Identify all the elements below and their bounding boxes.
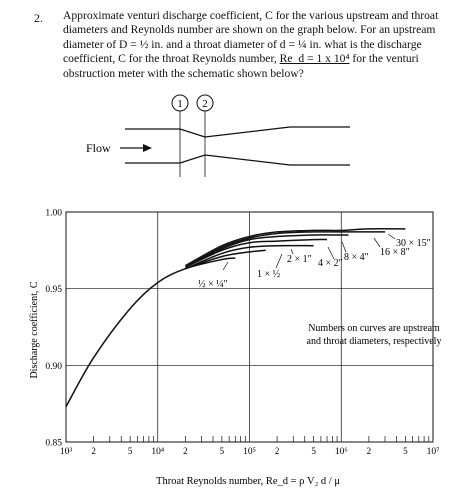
curve-label-leader (388, 234, 395, 239)
x-major-tick-label: 10⁵ (243, 447, 256, 457)
flow-arrow-head (143, 144, 152, 152)
y-tick-label: 0.95 (45, 285, 62, 296)
y-axis-label: Discharge coefficient, C (29, 281, 40, 379)
curve-label: 2 × 1″ (287, 254, 312, 265)
x-minor-tick-label: 5 (127, 446, 133, 456)
y-tick-label: 1.00 (45, 208, 62, 219)
x-minor-tick-label: 2 (366, 446, 372, 456)
curve-label: 30 × 15″ (396, 238, 431, 249)
reynolds-given: Re_d = 1 x 10⁴ (279, 52, 350, 66)
curve-label-leader (223, 262, 228, 270)
annotation-line-1: Numbers on curves are upstream (308, 323, 440, 334)
x-minor-tick-label: 5 (219, 446, 225, 456)
x-minor-tick-label: 2 (274, 446, 280, 456)
venturi-upper-wall (125, 127, 350, 137)
venturi-schematic (120, 95, 350, 177)
x-major-tick-label: 10⁴ (151, 447, 165, 457)
curve-label-leader (342, 242, 346, 252)
venturi-lower-wall (125, 155, 350, 165)
x-major-tick-label: 10⁶ (334, 447, 348, 457)
x-minor-tick-label: 2 (183, 446, 188, 456)
x-major-tick-label: 10³ (59, 447, 73, 457)
curve-label-leader (276, 254, 282, 268)
question-line-5: obstruction meter with the schematic shown below? (63, 66, 304, 80)
question-line-4a: coefficient, C for the throat Reynolds number, (63, 52, 280, 66)
question-number: 2. (34, 11, 43, 25)
x-minor-tick-label: 5 (311, 446, 316, 456)
station-1-label: 1 (177, 98, 183, 110)
x-axis-label: Throat Reynolds number, Re_d = ρ V₂ d / μ (156, 476, 340, 487)
curve-label: ½ × ¼″ (198, 279, 228, 290)
curve-label: 16 × 8″ (380, 247, 410, 258)
flow-label: Flow (86, 141, 111, 155)
x-minor-tick-label: 2 (91, 446, 96, 456)
question-line-3: diameter of D = ½ in. and a throat diameter of d = ¼ in. what is the discharge (63, 37, 422, 51)
question-line-1: Approximate venturi discharge coefficient, C for the various upstream and throat (63, 9, 439, 22)
question-line-2: diameters and Reynolds number are shown on the graph below. For an upstream (63, 23, 436, 37)
x-major-tick-label: 10⁷ (426, 447, 440, 457)
curve-label: 4 × 2″ (318, 258, 343, 269)
curve-label: 1 × ½ (257, 269, 281, 280)
curve-label: 8 × 4″ (344, 252, 369, 263)
annotation-line-2: and throat diameters, respectively (306, 336, 442, 347)
station-2-label: 2 (202, 98, 208, 110)
curve-label-leader (374, 238, 380, 247)
question-line-4b: for the venturi (349, 52, 419, 66)
y-tick-label: 0.85 (45, 438, 62, 449)
y-tick-label: 0.90 (45, 361, 62, 372)
x-minor-tick-label: 5 (403, 446, 408, 456)
